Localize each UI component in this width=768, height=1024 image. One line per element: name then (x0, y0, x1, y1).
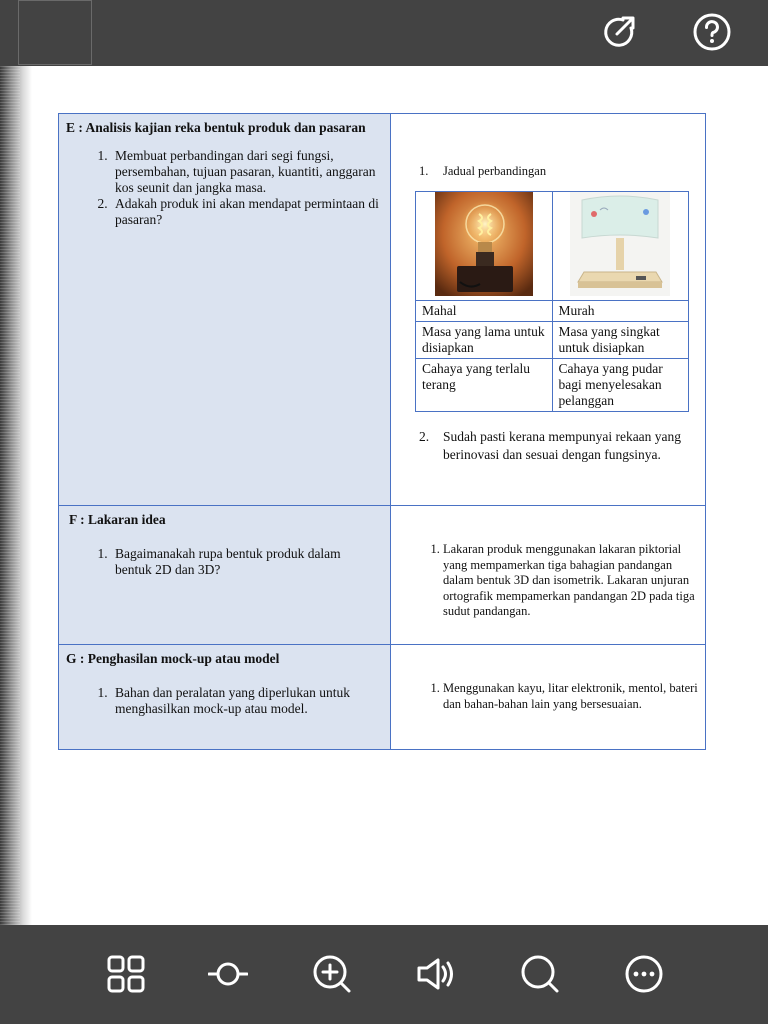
comparison-row-1 (416, 301, 689, 322)
section-e-title: E : Analisis kajian reka bentuk produk dan pasaran (66, 120, 366, 135)
search-icon[interactable] (520, 952, 560, 996)
section-e-answer-2-number: 2. (419, 429, 430, 444)
section-g-questions (59, 685, 390, 717)
section-f-questions (59, 546, 390, 578)
comparison-cell: Mahal (416, 301, 553, 322)
section-f-question-cell (59, 506, 391, 645)
comparison-cell: Murah (552, 301, 689, 322)
section-g-answer-1: 1. Menggunakan kayu, litar elektronik, mentol, bateri dan bahan-bahan lain yang bersesuaian. (443, 681, 699, 712)
section-e-row (59, 114, 706, 506)
section-g-question-1: 1. Bahan dan peralatan yang diperlukan untuk menghasilkan mock-up atau model. (111, 685, 380, 717)
zoom-in-icon[interactable] (312, 952, 352, 996)
section-e-answer-2-text: Sudah pasti kerana mempunyai rekaan yang berinovasi dan sesuai dengan fungsinya. (443, 429, 682, 462)
comparison-cell: Cahaya yang pudar bagi menyelesakan pelanggan (552, 359, 689, 412)
section-e-question-2: 2. Adakah produk ini akan mendapat permintaan di pasaran? (111, 196, 380, 228)
grid-icon[interactable] (106, 952, 146, 996)
comparison-label-number: 1. (419, 164, 429, 178)
page-thumbnail[interactable] (18, 0, 92, 65)
comparison-row-3 (416, 359, 689, 412)
edison-bulb-lamp-photo (435, 192, 533, 296)
brightness-slider-icon[interactable] (208, 952, 248, 996)
section-e-question-1: 1. Membuat perbandingan dari segi fungsi, persembahan, tujuan pasaran, kuantiti, anggaran kos seunit dan jangka masa. (111, 148, 380, 196)
section-e-questions (59, 148, 390, 228)
section-f-title: F : Lakaran idea (69, 512, 166, 527)
speaker-icon[interactable] (416, 952, 456, 996)
comparison-cell: Masa yang singkat untuk disiapkan (552, 322, 689, 359)
section-f-question-1: 1. Bagaimanakah rupa bentuk produk dalam bentuk 2D dan 3D? (111, 546, 380, 578)
comparison-row-2 (416, 322, 689, 359)
section-g-question-cell (59, 645, 391, 750)
document-table (58, 113, 706, 750)
section-g-answers (391, 681, 705, 712)
comparison-label-text: Jadual perbandingan (443, 164, 547, 178)
comparison-cell: Masa yang lama untuk disiapkan (416, 322, 553, 359)
wooden-lamp-image-cell (552, 192, 689, 301)
section-e-answer-2 (391, 412, 705, 473)
comparison-table (415, 191, 689, 412)
help-question-icon[interactable] (692, 12, 732, 52)
section-g-title: G : Penghasilan mock-up atau model (66, 651, 280, 666)
edison-bulb-lamp-image-cell (416, 192, 553, 301)
section-g-answer-cell (391, 645, 706, 750)
page-edge-lines (0, 66, 20, 926)
wooden-lamp-photo (570, 192, 670, 296)
section-g-row (59, 645, 706, 750)
comparison-cell: Cahaya yang terlalu terang (416, 359, 553, 412)
more-icon[interactable] (624, 952, 664, 996)
comparison-image-row (416, 192, 689, 301)
section-e-question-cell (59, 114, 391, 506)
top-toolbar (0, 0, 768, 66)
section-e-answer-cell (391, 114, 706, 506)
share-arrow-icon[interactable] (599, 12, 639, 52)
section-f-row (59, 506, 706, 645)
comparison-label (391, 114, 705, 179)
section-f-answer-cell (391, 506, 706, 645)
section-f-answers (391, 542, 705, 620)
section-f-answer-1: 1. Lakaran produk menggunakan lakaran piktorial yang mempamerkan tiga bahagian pandangan dalam bentuk 3D dan isometrik. Lakaran unjuran ortografik mempamerkan pandangan 2D pada tiga sudut pandangan. (443, 542, 699, 620)
